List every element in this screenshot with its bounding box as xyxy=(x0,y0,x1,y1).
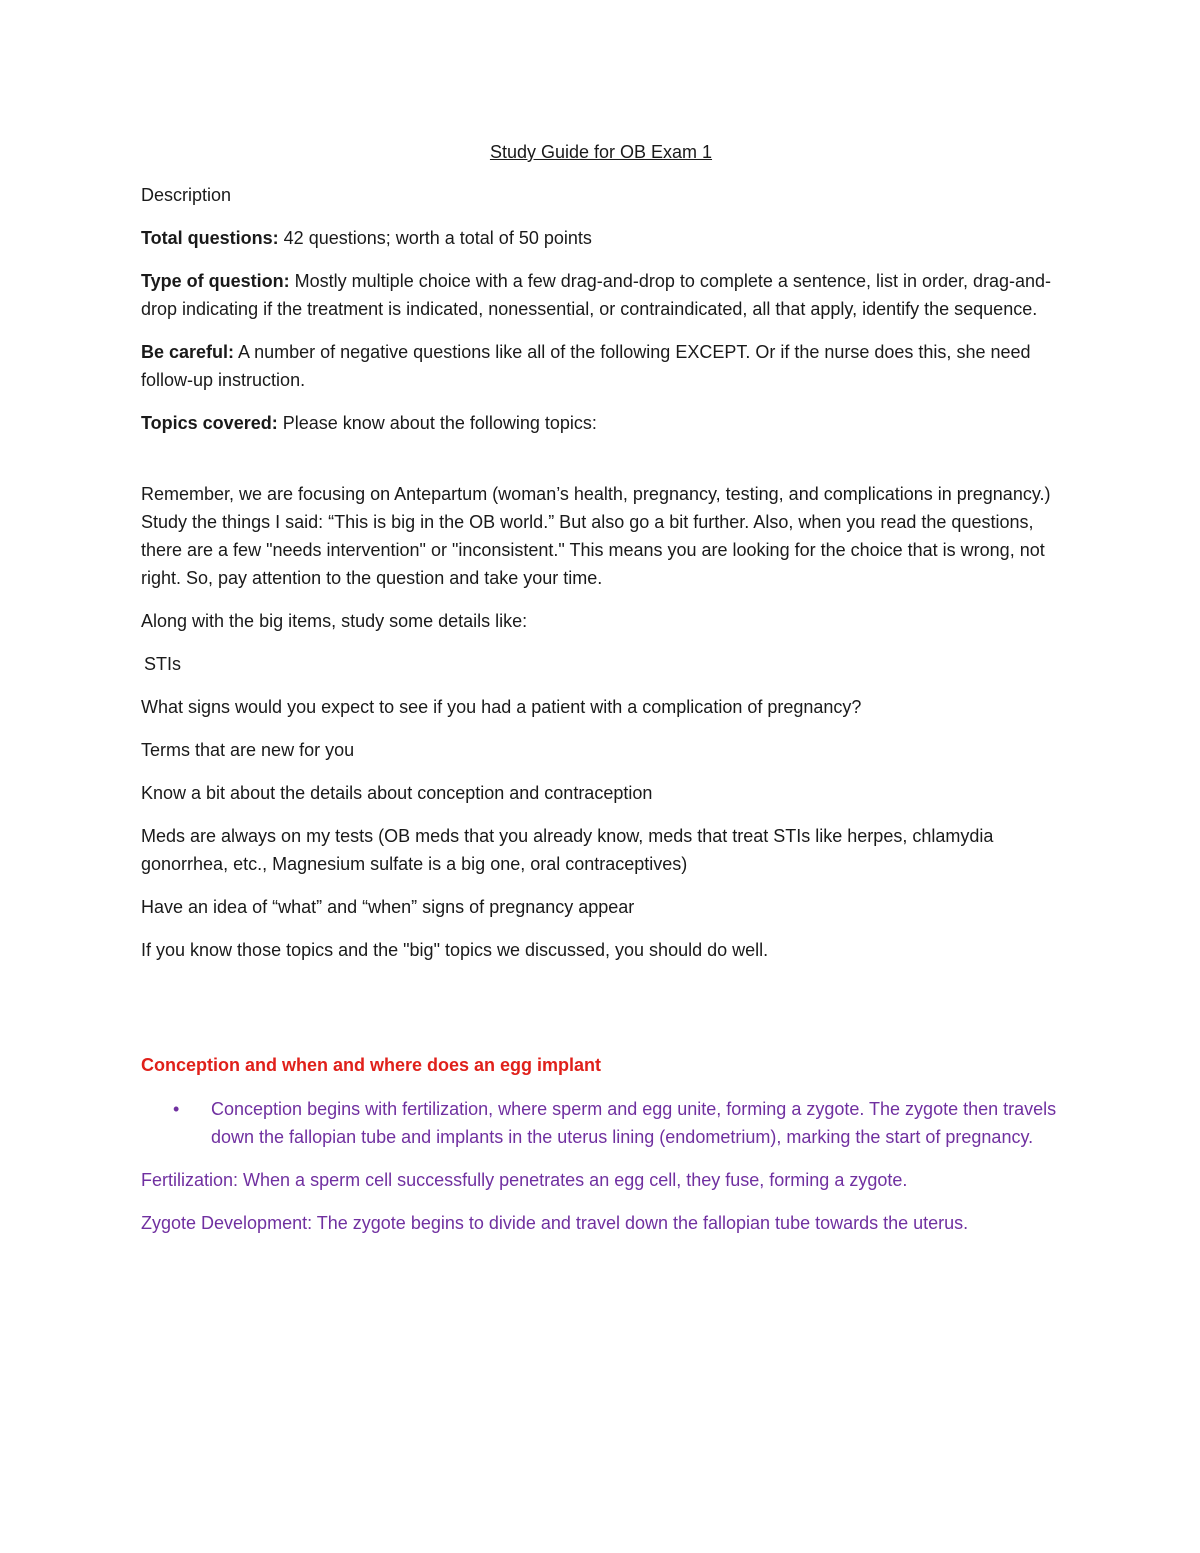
spacer xyxy=(141,452,1061,480)
topics-covered-text: Please know about the following topics: xyxy=(277,413,597,433)
section-heading: Conception and when and where does an egg implant xyxy=(141,1055,602,1075)
type-of-question-label: Type of question: xyxy=(141,271,290,291)
document-page xyxy=(141,138,1061,1252)
detail-item: If you know those topics and the "big" topics we discussed, you should do well. xyxy=(141,940,769,960)
topics-covered-paragraph xyxy=(141,409,1061,437)
be-careful-label: Be careful: xyxy=(141,342,235,362)
fertilization-paragraph: Fertilization: When a sperm cell successfully penetrates an egg cell, they fuse, forming a zygote. xyxy=(141,1170,908,1190)
along-with-paragraph: Along with the big items, study some details like: xyxy=(141,611,528,631)
detail-item: Know a bit about the details about conception and contraception xyxy=(141,783,653,803)
bullet-icon: • xyxy=(173,1099,180,1119)
bullet-text: Conception begins with fertilization, where sperm and egg unite, forming a zygote. The zygote then travels down the fallopian tube and implants in the uterus lining (endometrium), marking the start of pregnancy. xyxy=(211,1099,1057,1147)
zygote-development-paragraph: Zygote Development: The zygote begins to divide and travel down the fallopian tube towards the uterus. xyxy=(141,1213,969,1233)
be-careful-text: A number of negative questions like all of the following EXCEPT. Or if the nurse does this, she need follow-up instruction. xyxy=(141,342,1031,390)
detail-item: Meds are always on my tests (OB meds that you already know, meds that treat STIs like herpes, chlamydia gonorrhea, etc., Magnesium sulfate is a big one, oral contraceptives) xyxy=(141,826,994,874)
remember-paragraph: Remember, we are focusing on Antepartum (woman’s health, pregnancy, testing, and complications in pregnancy.) Study the things I said: “This is big in the OB world.” But also go a bit further. Also, when you read the questions, there are a few "needs intervention" or "inconsistent." This means you are looking for the choice that is wrong, not right. So, pay attention to the question and take your time. xyxy=(141,484,1051,588)
be-careful-paragraph xyxy=(141,338,1061,394)
detail-item: STIs xyxy=(144,654,182,674)
list-item xyxy=(141,1095,1061,1151)
total-questions-paragraph xyxy=(141,224,1061,252)
bullet-list xyxy=(141,1095,1061,1151)
total-questions-text: 42 questions; worth a total of 50 points xyxy=(278,228,592,248)
total-questions-label: Total questions: xyxy=(141,228,279,248)
type-of-question-paragraph xyxy=(141,267,1061,323)
document-title: Study Guide for OB Exam 1 xyxy=(489,142,713,162)
topics-covered-label: Topics covered: xyxy=(141,413,278,433)
detail-item: Terms that are new for you xyxy=(141,740,355,760)
detail-item: What signs would you expect to see if you had a patient with a complication of pregnancy? xyxy=(141,697,862,717)
detail-item: Have an idea of “what” and “when” signs of pregnancy appear xyxy=(141,897,635,917)
type-of-question-text: Mostly multiple choice with a few drag-and-drop to complete a sentence, list in order, drag-and-drop indicating if the treatment is indicated, nonessential, or contraindicated, all that apply, identify the sequence. xyxy=(141,271,1052,319)
spacer xyxy=(141,979,1061,1051)
description-heading: Description xyxy=(141,185,232,205)
